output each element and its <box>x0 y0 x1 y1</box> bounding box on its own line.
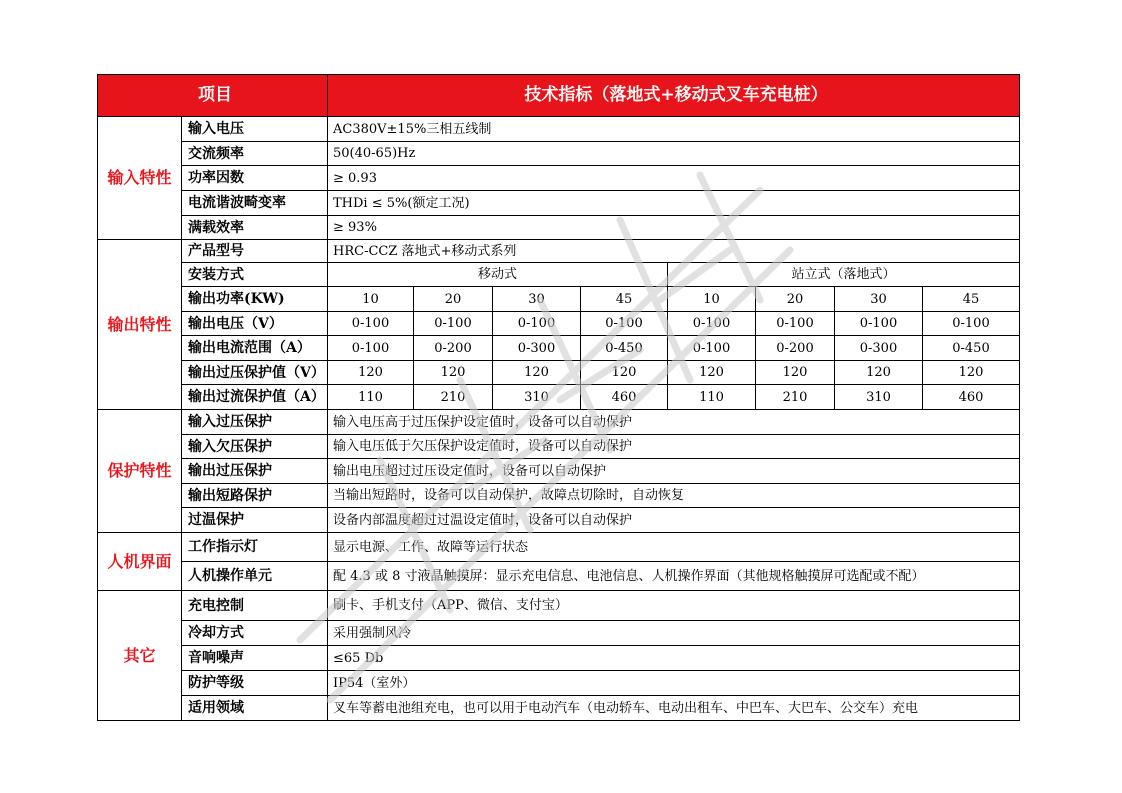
row-label: 输出功率(KW) <box>182 287 328 312</box>
row-label: 电流谐波畸变率 <box>182 191 328 216</box>
header-spec: 技术指标（落地式+移动式叉车充电桩） <box>328 75 1020 117</box>
row-value: 刷卡、手机支付（APP、微信、支付宝） <box>328 591 1020 621</box>
table-cell: 120 <box>668 361 756 385</box>
table-cell: 0-100 <box>668 312 756 336</box>
category-other: 其它 <box>98 591 182 721</box>
row-value: IP54（室外） <box>328 671 1020 696</box>
table-row <box>98 385 1020 410</box>
row-value: 输入电压低于欠压保护设定值时，设备可以自动保护 <box>328 435 1020 459</box>
spec-table <box>97 74 1020 721</box>
row-label: 输出过压保护 <box>182 459 328 484</box>
row-value: ≤65 Db <box>328 646 1020 671</box>
table-cell: 120 <box>756 361 835 385</box>
row-value: THDi ≤ 5%(额定工况) <box>328 191 1020 216</box>
table-cell: 0-300 <box>835 336 923 361</box>
table-cell: 120 <box>835 361 923 385</box>
table-cell: 0-100 <box>923 312 1020 336</box>
row-value: ≥ 93% <box>328 216 1020 240</box>
table-cell: 0-100 <box>414 312 493 336</box>
table-cell: 30 <box>493 287 581 312</box>
row-value: 显示电源、工作、故障等运行状态 <box>328 533 1020 562</box>
table-cell: 460 <box>581 385 668 410</box>
table-cell: 120 <box>328 361 414 385</box>
table-cell: 10 <box>328 287 414 312</box>
row-value: AC380V±15%三相五线制 <box>328 117 1020 142</box>
table-row <box>98 562 1020 591</box>
table-cell: 120 <box>493 361 581 385</box>
table-row <box>98 508 1020 533</box>
row-value: 叉车等蓄电池组充电，也可以用于电动汽车（电动轿车、电动出租车、中巴车、大巴车、公交车）充电 <box>328 696 1020 721</box>
row-value: 采用强制风冷 <box>328 621 1020 646</box>
category-protection: 保护特性 <box>98 410 182 533</box>
row-label: 输出短路保护 <box>182 484 328 508</box>
table-row <box>98 621 1020 646</box>
table-row <box>98 191 1020 216</box>
table-cell: 0-450 <box>581 336 668 361</box>
row-label: 输出电压（V） <box>182 312 328 336</box>
table-row <box>98 263 1020 287</box>
row-label: 输出电流范围（A） <box>182 336 328 361</box>
table-cell: 45 <box>923 287 1020 312</box>
row-label: 安装方式 <box>182 263 328 287</box>
table-row <box>98 410 1020 435</box>
table-cell: 0-100 <box>668 336 756 361</box>
table-row <box>98 646 1020 671</box>
table-cell: 10 <box>668 287 756 312</box>
table-row <box>98 696 1020 721</box>
table-cell: 310 <box>493 385 581 410</box>
table-row <box>98 533 1020 562</box>
table-cell: 0-450 <box>923 336 1020 361</box>
row-value: 输入电压高于过压保护设定值时，设备可以自动保护 <box>328 410 1020 435</box>
row-label: 输入电压 <box>182 117 328 142</box>
row-label: 输入欠压保护 <box>182 435 328 459</box>
table-row <box>98 240 1020 263</box>
table-cell: 120 <box>581 361 668 385</box>
row-value: 输出电压超过过压设定值时，设备可以自动保护 <box>328 459 1020 484</box>
table-cell: 0-100 <box>581 312 668 336</box>
table-cell: 210 <box>414 385 493 410</box>
row-value: 设备内部温度超过过温设定值时，设备可以自动保护 <box>328 508 1020 533</box>
table-row <box>98 484 1020 508</box>
table-cell: 110 <box>668 385 756 410</box>
row-label: 输出过流保护值（A） <box>182 385 328 410</box>
row-label: 交流频率 <box>182 142 328 166</box>
table-row <box>98 591 1020 621</box>
category-output: 输出特性 <box>98 240 182 410</box>
table-cell: 0-100 <box>493 312 581 336</box>
table-row <box>98 142 1020 166</box>
table-cell: 120 <box>923 361 1020 385</box>
table-row <box>98 671 1020 696</box>
row-value: 当输出短路时，设备可以自动保护，故障点切除时，自动恢复 <box>328 484 1020 508</box>
table-cell: 20 <box>414 287 493 312</box>
table-row <box>98 166 1020 191</box>
table-cell: 210 <box>756 385 835 410</box>
row-value: 50(40-65)Hz <box>328 142 1020 166</box>
row-label: 适用领域 <box>182 696 328 721</box>
row-label: 过温保护 <box>182 508 328 533</box>
table-cell: 45 <box>581 287 668 312</box>
row-label: 输出过压保护值（V） <box>182 361 328 385</box>
table-row <box>98 336 1020 361</box>
row-value: HRC-CCZ 落地式+移动式系列 <box>328 240 1020 263</box>
row-label: 满载效率 <box>182 216 328 240</box>
table-cell: 0-300 <box>493 336 581 361</box>
row-label: 功率因数 <box>182 166 328 191</box>
row-label: 冷却方式 <box>182 621 328 646</box>
row-value: ≥ 0.93 <box>328 166 1020 191</box>
table-cell: 30 <box>835 287 923 312</box>
table-row <box>98 216 1020 240</box>
spec-sheet <box>97 74 1019 721</box>
row-label: 输入过压保护 <box>182 410 328 435</box>
table-cell: 0-100 <box>328 312 414 336</box>
table-row <box>98 361 1020 385</box>
table-row <box>98 312 1020 336</box>
table-cell: 0-100 <box>756 312 835 336</box>
table-row <box>98 435 1020 459</box>
table-header-row <box>98 75 1020 117</box>
table-row <box>98 287 1020 312</box>
row-label: 防护等级 <box>182 671 328 696</box>
row-label: 工作指示灯 <box>182 533 328 562</box>
row-label: 充电控制 <box>182 591 328 621</box>
row-label: 音响噪声 <box>182 646 328 671</box>
table-cell: 460 <box>923 385 1020 410</box>
table-row <box>98 459 1020 484</box>
table-cell: 0-100 <box>328 336 414 361</box>
install-mobile: 移动式 <box>328 263 668 287</box>
table-cell: 0-200 <box>414 336 493 361</box>
table-cell: 0-200 <box>756 336 835 361</box>
install-standing: 站立式（落地式） <box>668 263 1020 287</box>
row-value: 配 4.3 或 8 寸液晶触摸屏：显示充电信息、电池信息、人机操作界面（其他规格触摸屏可选配或不配） <box>328 562 1020 591</box>
row-label: 人机操作单元 <box>182 562 328 591</box>
category-hmi: 人机界面 <box>98 533 182 591</box>
category-input: 输入特性 <box>98 117 182 240</box>
table-cell: 310 <box>835 385 923 410</box>
table-cell: 0-100 <box>835 312 923 336</box>
table-cell: 120 <box>414 361 493 385</box>
row-label: 产品型号 <box>182 240 328 263</box>
table-cell: 20 <box>756 287 835 312</box>
table-cell: 110 <box>328 385 414 410</box>
header-item: 项目 <box>98 75 328 117</box>
table-row <box>98 117 1020 142</box>
